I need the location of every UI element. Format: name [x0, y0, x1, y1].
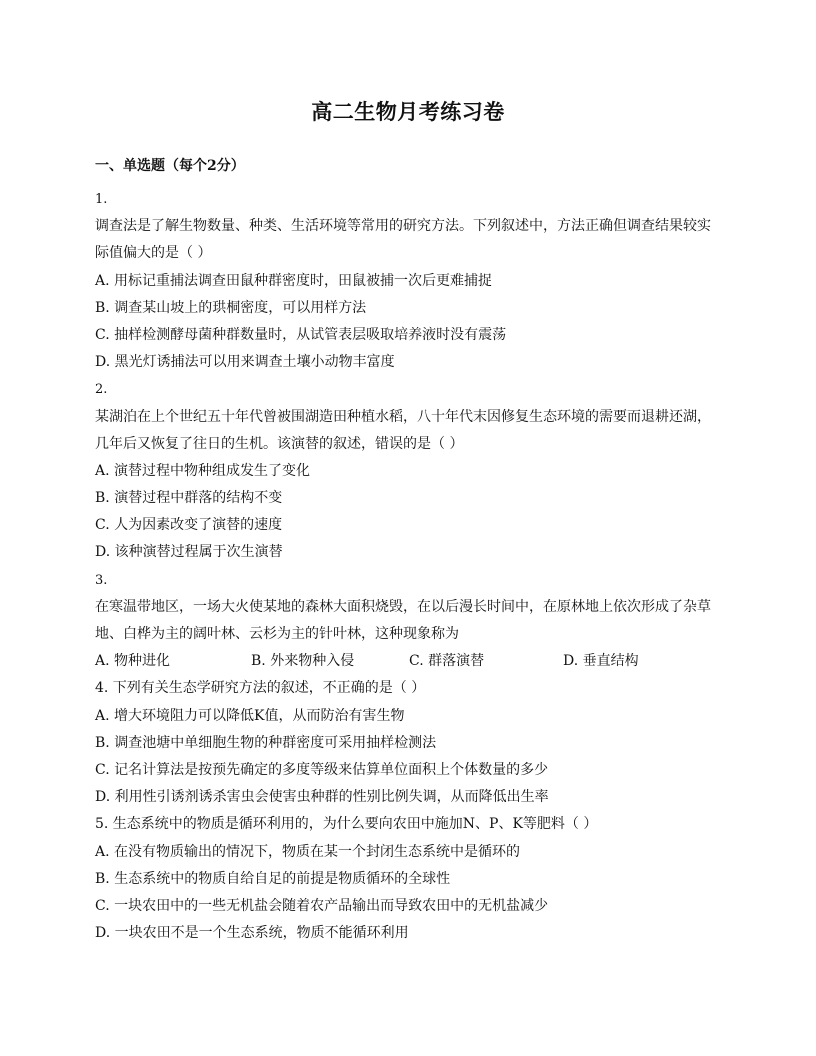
question-stem-line: 几年后又恢复了往日的生机。该演替的叙述，错误的是（ ）: [95, 435, 464, 452]
question-5: [95, 811, 720, 947]
option-b: B. 调查池塘中单细胞生物的种群密度可采用抽样检测法: [95, 734, 437, 751]
option-d: D. 垂直结构: [563, 653, 639, 670]
option-c: C. 抽样检测酵母菌种群数量时，从试管表层吸取培养液时没有震荡: [95, 326, 507, 343]
option-a: A. 在没有物质输出的情况下，物质在某一个封闭生态系统中是循环的: [95, 843, 521, 860]
option-b: B. 外来物种入侵: [251, 653, 355, 670]
section-heading: 一、单选题（每个2分）: [95, 158, 245, 174]
option-b: B. 演替过程中群落的结构不变: [95, 490, 283, 507]
option-b: B. 调查某山坡上的珙桐密度，可以用样方法: [95, 299, 367, 316]
option-a: A. 物种进化: [95, 653, 171, 670]
question-1: [95, 186, 720, 376]
question-list: [95, 186, 720, 947]
question-stem-line: 4. 下列有关生态学研究方法的叙述，不正确的是（ ）: [95, 680, 426, 697]
option-b: B. 生态系统中的物质自给自足的前提是物质循环的全球性: [95, 870, 451, 887]
option-a: A. 用标记重捕法调查田鼠种群密度时，田鼠被捕一次后更难捕捉: [95, 272, 493, 289]
option-d: D. 一块农田不是一个生态系统，物质不能循环利用: [95, 925, 409, 942]
question-3: [95, 567, 720, 676]
option-c: C. 群落演替: [409, 653, 485, 670]
question-2: [95, 376, 720, 566]
option-row: [95, 648, 720, 675]
question-stem-line: 调查法是了解生物数量、种类、生活环境等常用的研究方法。下列叙述中，方法正确但调查结果较实: [95, 218, 711, 235]
option-d: D. 该种演替过程属于次生演替: [95, 544, 283, 561]
page-title: 高二生物月考练习卷: [311, 99, 505, 124]
option-c: C. 一块农田中的一些无机盐会随着农产品输出而导致农田中的无机盐减少: [95, 897, 549, 914]
question-stem-line: 际值偏大的是（ ）: [95, 245, 212, 262]
question-number: 1.: [95, 192, 108, 207]
question-stem-line: 地、白桦为主的阔叶林、云杉为主的针叶林，这种现象称为: [95, 626, 459, 642]
option-c: C. 记名计算法是按预先确定的多度等级来估算单位面积上个体数量的多少: [95, 761, 549, 778]
question-stem-line: 在寒温带地区，一场大火使某地的森林大面积烧毁，在以后漫长时间中，在原林地上依次形成了杂草: [95, 598, 711, 615]
option-d: D. 利用性引诱剂诱杀害虫会使害虫种群的性别比例失调，从而降低出生率: [95, 789, 549, 806]
question-number: 3.: [95, 572, 108, 588]
question-stem-line: 某湖泊在上个世纪五十年代曾被围湖造田种植水稻，八十年代末因修复生态环境的需要而退耕还湖，: [95, 408, 711, 425]
question-stem-line: 5. 生态系统中的物质是循环利用的，为什么要向农田中施加N、P、K等肥料（ ）: [95, 816, 598, 833]
question-4: [95, 675, 720, 811]
option-c: C. 人为因素改变了演替的速度: [95, 517, 283, 534]
question-number: 2.: [95, 382, 108, 398]
option-a: A. 增大环境阻力可以降低K值，从而防治有害生物: [95, 707, 405, 724]
option-d: D. 黑光灯诱捕法可以用来调查土壤小动物丰富度: [95, 354, 395, 371]
option-a: A. 演替过程中物种组成发生了变化: [95, 462, 311, 479]
